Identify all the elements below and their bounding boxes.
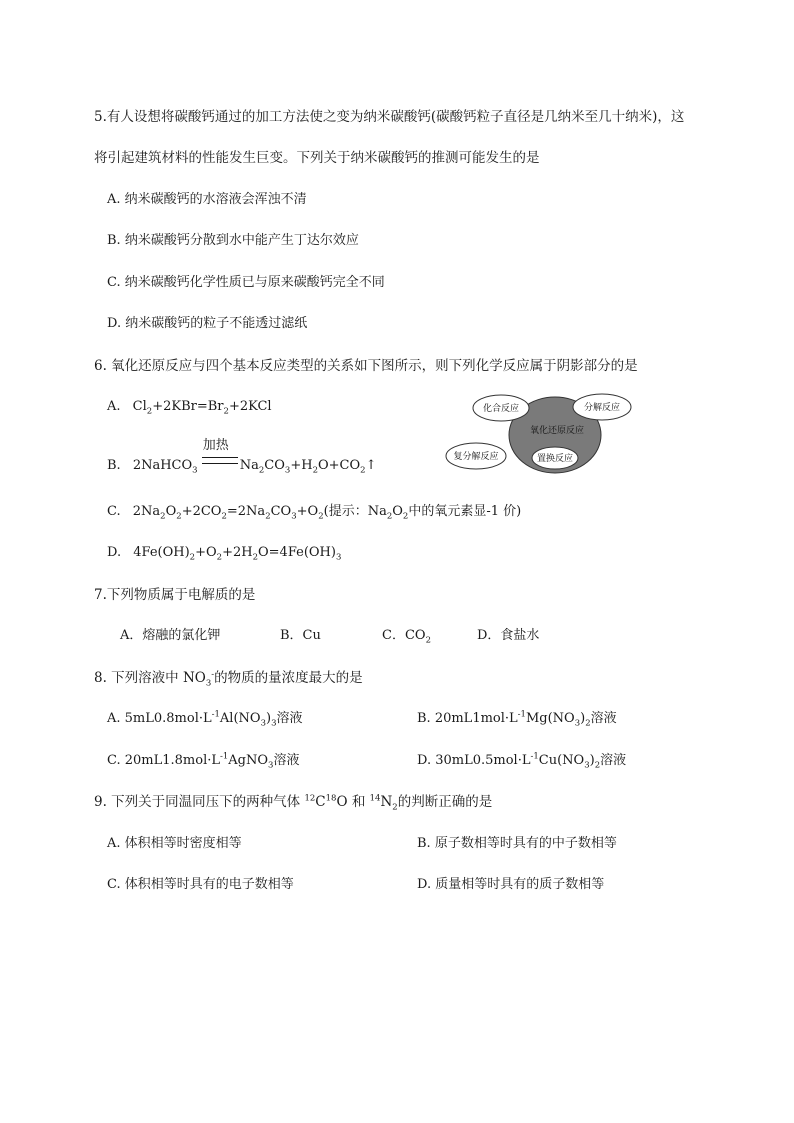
q8-stem-pre: 8. 下列溶液中 NO xyxy=(94,670,206,686)
q8-option-a-pre: A. 5mL0.8mol·L xyxy=(107,711,212,726)
q5-stem-line1: 5.有人设想将碳酸钙通过的加工方法使之变为纳米碳酸钙(碳酸钙粒子直径是几纳米至几十纳米)，这 xyxy=(94,109,685,125)
q6-option-c-hint-post: 中的氧元素显-1 价) xyxy=(408,504,522,519)
q7-option-d: D．食盐水 xyxy=(477,628,540,643)
q8-option-b: B. $20mL1mol\cdot L^{-1}Mg(NO_3)_2$溶液 xyxy=(417,709,617,729)
q5-option-a: A. 纳米碳酸钙的水溶液会浑浊不清 xyxy=(107,192,307,207)
q8-option-a: A. $5mL0.8mol\cdot L^{-1}Al(NO_3)_3$溶液 xyxy=(107,709,303,729)
double-displacement-label: 复分解反应 xyxy=(453,452,499,462)
heat-condition xyxy=(202,438,240,469)
displacement-label: 置换反应 xyxy=(536,454,574,464)
q6-option-a-equation: $Cl_2+2KBr=Br_2+2KCl$ xyxy=(132,399,272,417)
q6-option-c: C. $2Na_2O_2+2CO_2=2Na_2CO_3+O_2$(提示：$Na_2O_2$中的氧元素显-1 价) xyxy=(107,504,522,522)
decomposition-label: 分解反应 xyxy=(583,403,621,413)
q6-option-c-equation: $2Na_2O_2+2CO_2=2Na_2CO_3+O_2$ xyxy=(132,504,324,522)
reaction-type-diagram xyxy=(440,388,640,484)
q9-option-b: B. 原子数相等时具有的中子数相等 xyxy=(417,836,617,851)
q6-option-b-label: B. xyxy=(107,458,121,473)
q9-stem-post: 的判断正确的是 xyxy=(397,794,493,810)
q9-stem-pre: 9. 下列关于同温同压下的两种气体 xyxy=(94,794,305,810)
q8-option-d: D. $30mL0.5mol\cdot L^{-1}Cu(NO_3)_2$溶液 xyxy=(417,751,627,771)
q6-stem: 6. 氧化还原反应与四个基本反应类型的关系如下图所示，则下列化学反应属于阴影部分的是 xyxy=(94,358,638,374)
q6-option-a-label: A. xyxy=(107,399,121,414)
q5-option-b: B. 纳米碳酸钙分散到水中能产生丁达尔效应 xyxy=(107,233,359,248)
q6-option-d-equation: $4Fe(OH)_2+O_2+2H_2O=4Fe(OH)_3$ xyxy=(133,545,342,563)
q9-stem: 9. 下列关于同温同压下的两种气体 $^{12}C^{18}O$ 和 $^{14}N_2$的判断正确的是 xyxy=(94,793,493,813)
q7-option-c-text: C．CO xyxy=(382,628,426,643)
q6-option-b-equation: 2NaHCO$_3$ 加热 $Na_2CO_3+H_2O+CO_2↑$ xyxy=(132,438,377,476)
q6-option-a xyxy=(107,398,272,416)
q5-option-c: C. 纳米碳酸钙化学性质已与原来碳酸钙完全不同 xyxy=(107,275,385,290)
q8-option-d-pre: D. 30mL0.5mol·L xyxy=(417,753,531,768)
heat-label: 加热 xyxy=(202,438,229,453)
q6-option-b xyxy=(107,438,377,476)
combination-label: 化合反应 xyxy=(482,404,520,414)
q9-option-d: D. 质量相等时具有的质子数相等 xyxy=(417,877,605,892)
q6-option-c-hint-pre: (提示：Na xyxy=(323,504,387,519)
q8-option-b-pre: B. 20mL1mol·L xyxy=(417,711,518,726)
q8-option-a-sol: 溶液 xyxy=(276,711,303,726)
q8-option-c: C. $20mL1.8mol\cdot L^{-1}AgNO_3$溶液 xyxy=(107,751,300,771)
q6-option-d-label: D. xyxy=(107,545,122,560)
q8-option-c-sol: 溶液 xyxy=(273,753,300,768)
q9-stem-mid: 和 xyxy=(347,794,370,810)
q9-option-c: C. 体积相等时具有的电子数相等 xyxy=(107,877,294,892)
q8-stem-post: 的物质的量浓度最大的是 xyxy=(214,670,363,686)
redox-label: 氧化还原反应 xyxy=(529,426,585,436)
q6-option-d xyxy=(107,544,341,562)
q7-option-c: C．$CO_2$ xyxy=(382,628,431,646)
q7-option-a: A．熔融的氯化钾 xyxy=(120,628,221,643)
q7-option-b: B．Cu xyxy=(280,628,321,643)
q8-stem: 8. 下列溶液中 $NO_3^-$的物质的量浓度最大的是 xyxy=(94,669,363,689)
q8-option-d-sol: 溶液 xyxy=(600,753,627,768)
q9-option-a: A. 体积相等时密度相等 xyxy=(107,836,242,851)
equals-sign xyxy=(202,457,238,464)
q8-option-c-pre: C. 20mL1.8mol·L xyxy=(107,753,221,768)
q6-option-c-label: C. xyxy=(107,504,121,519)
q5-option-d: D. 纳米碳酸钙的粒子不能透过滤纸 xyxy=(107,316,308,331)
q5-stem-line2: 将引起建筑材料的性能发生巨变。下列关于纳米碳酸钙的推测可能发生的是 xyxy=(94,150,540,166)
q8-option-b-sol: 溶液 xyxy=(590,711,617,726)
q7-stem: 7.下列物质属于电解质的是 xyxy=(94,587,256,603)
